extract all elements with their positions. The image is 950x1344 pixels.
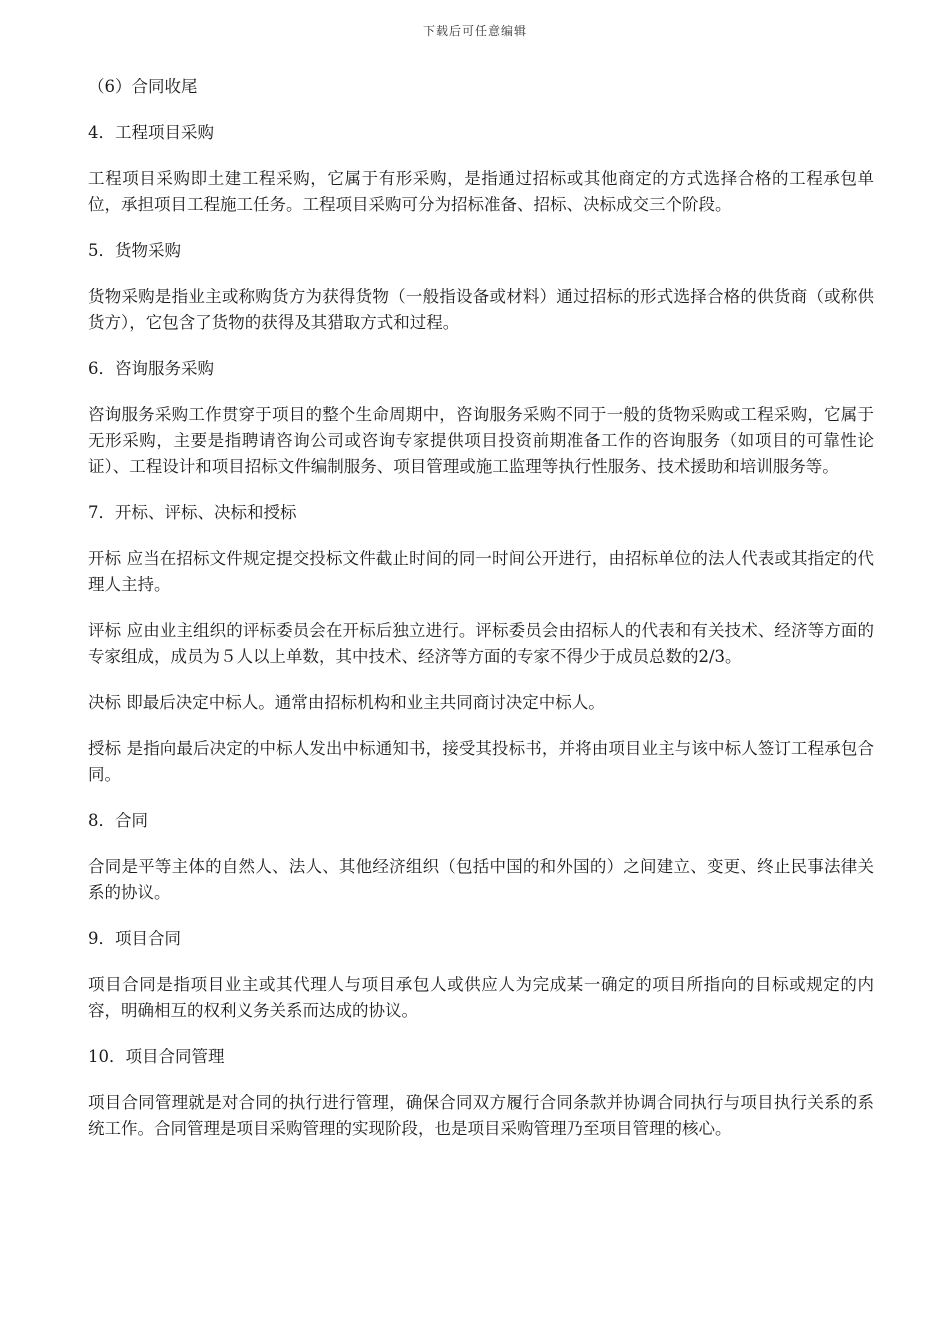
page-header: 下载后可任意编辑	[422, 24, 527, 38]
paragraph-bid-opening: 开标 应当在招标文件规定提交投标文件截止时间的同一时间公开进行，由招标单位的法人代表或其指定的代理人主持。	[88, 549, 874, 594]
paragraph-goods-procurement: 货物采购是指业主或称购货方为获得货物（一般指设备或材料）通过招标的形式选择合格的供货商（或称供货方），它包含了货物的获得及其猎取方式和过程。	[88, 287, 874, 332]
paragraph-project-contract: 项目合同是指项目业主或其代理人与项目承包人或供应人为完成某一确定的项目所指向的目标或规定的内容，明确相互的权利义务关系而达成的协议。	[88, 975, 874, 1020]
section-heading-engineering-procurement: 4．工程项目采购	[88, 123, 214, 142]
section-heading-contract-management: 10．项目合同管理	[88, 1047, 225, 1066]
paragraph-bid-decision: 决标 即最后决定中标人。通常由招标机构和业主共同商讨决定中标人。	[88, 693, 605, 712]
section-heading-project-contract: 9．项目合同	[88, 929, 181, 948]
document-body	[88, 74, 874, 1162]
paragraph-bid-evaluation: 评标 应由业主组织的评标委员会在开标后独立进行。评标委员会由招标人的代表和有关技术、经济等方面的专家组成，成员为５人以上单数，其中技术、经济等方面的专家不得少于成员总数的2/3。	[88, 621, 874, 666]
paragraph-bid-award: 授标 是指向最后决定的中标人发出中标通知书，接受其投标书，并将由项目业主与该中标人签订工程承包合同。	[88, 739, 874, 784]
paragraph-contract: 合同是平等主体的自然人、法人、其他经济组织（包括中国的和外国的）之间建立、变更、终止民事法律关系的协议。	[88, 857, 874, 902]
section-heading-contract: 8．合同	[88, 811, 148, 830]
section-heading-bid-opening: 7．开标、评标、决标和授标	[88, 503, 297, 522]
paragraph-contract-management: 项目合同管理就是对合同的执行进行管理，确保合同双方履行合同条款并协调合同执行与项目执行关系的系统工作。合同管理是项目采购管理的实现阶段，也是项目采购管理乃至项目管理的核心。	[88, 1093, 874, 1138]
section-heading-goods-procurement: 5．货物采购	[88, 241, 181, 260]
section-heading-consulting-procurement: 6．咨询服务采购	[88, 359, 214, 378]
paragraph-engineering-procurement: 工程项目采购即土建工程采购，它属于有形采购，是指通过招标或其他商定的方式选择合格的工程承包单位，承担项目工程施工任务。工程项目采购可分为招标准备、招标、决标成交三个阶段。	[88, 169, 874, 214]
paragraph-consulting-procurement: 咨询服务采购工作贯穿于项目的整个生命周期中，咨询服务采购不同于一般的货物采购或工程采购，它属于无形采购，主要是指聘请咨询公司或咨询专家提供项目投资前期准备工作的咨询服务（如项目的可靠性论证）、工程设计和项目招标文件编制服务、项目管理或施工监理等执行性服务、技术援助和培训服务等。	[88, 405, 874, 476]
section-heading-contract-closeout: （6）合同收尾	[88, 77, 198, 96]
